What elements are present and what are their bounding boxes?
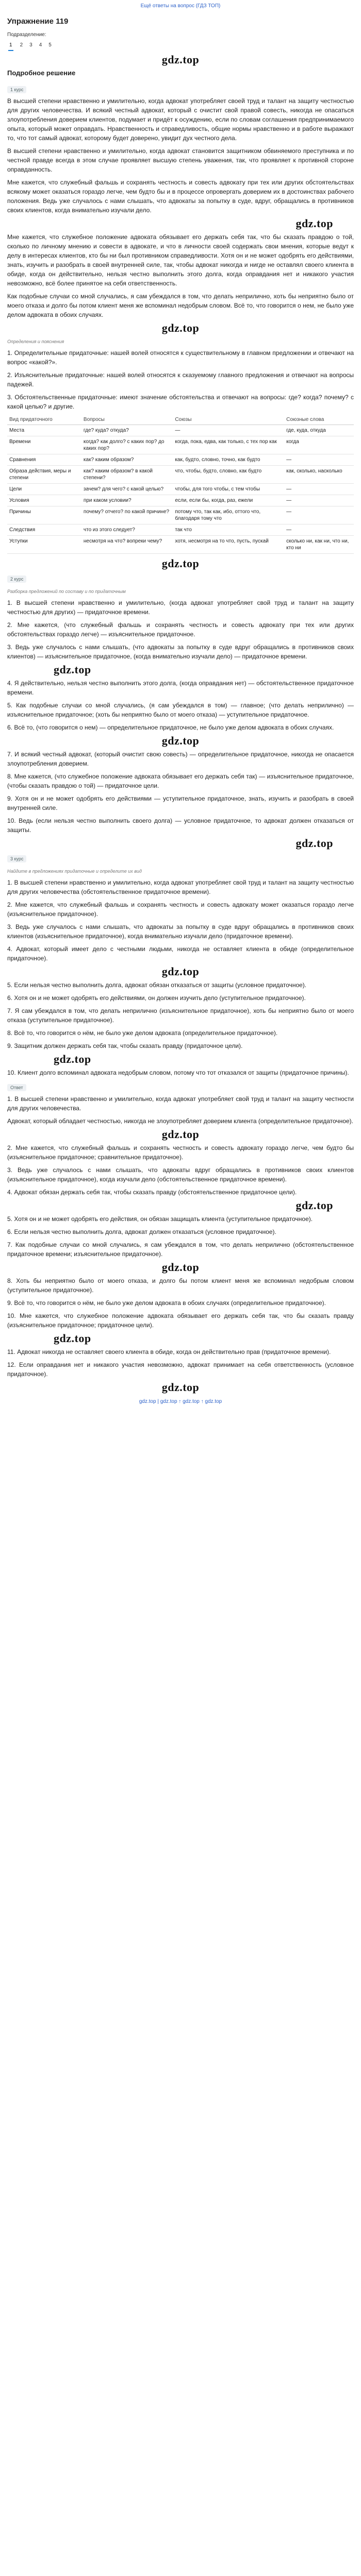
table-cell: сколько ни, как ни, что ни, кто ни: [284, 536, 354, 554]
paragraph: 8. Хоть бы неприятно было от моего отказа, и долго бы потом клиент меня же вспоминал недобрым словом (уступительное придаточное).: [7, 1277, 354, 1294]
table-cell: как, сколько, насколько: [284, 466, 354, 484]
paragraph: 10. Клиент долго вспоминал адвоката недобрым словом, потому что тот отказался от защиты (придаточное причины).: [7, 1069, 349, 1076]
paragraph: 9. Всё то, что говорится о нём, не было уже делом адвоката в обоих случаях (определительное придаточное).: [7, 1299, 326, 1307]
paragraph: 4. Адвокат обязан держать себя так, чтобы сказать правду (обстоятельственное придаточное цели).: [7, 1189, 297, 1196]
table-cell: хотя, несмотря на то что, пусть, пускай: [173, 536, 284, 554]
table-cell: почему? отчего? по какой причине?: [81, 506, 173, 524]
paragraph: Адвокат, который обладает честностью, никогда не злоупотребляет доверием клиента (определительное придаточное).: [7, 1117, 353, 1125]
table-cell: Образа действия, меры и степени: [7, 466, 81, 484]
paragraph: 3. Ведь уже случалось с нами слышать, что адвокаты за попытку в суде вдруг обращались в противников своих клиентов (изъяснительное придаточное), когда внимательно изучали дело (придаточное времени).: [7, 923, 354, 940]
section-badge: 3 курс: [7, 855, 26, 862]
watermark-logo: gdz.top: [161, 1381, 200, 1394]
watermark-logo: gdz.top: [161, 321, 200, 334]
solution-content: [7, 83, 354, 1392]
paragraph: 3. Ведь уже случалось с нами слышать, (что адвокаты за попытку в суде вдруг обращались в противников своих клиентов) — изъяснительное придаточное, (когда внимательно изучали дело) — придаточное времени.: [7, 643, 354, 660]
table-cell: когда, пока, едва, как только, с тех пор как: [173, 436, 284, 454]
watermark-logo: gdz.top: [296, 1199, 333, 1212]
table-cell: если, если бы, когда, раз, ежели: [173, 495, 284, 506]
table-row: [7, 454, 354, 466]
table-cell: как, будто, словно, точно, как будто: [173, 454, 284, 466]
pager-item[interactable]: 3: [29, 42, 32, 48]
table-cell: Условия: [7, 495, 81, 506]
grammar-table: [7, 415, 354, 554]
table-cell: как? каким образом? в какой степени?: [81, 466, 173, 484]
paragraph: 9. Защитник должен держать себя так, чтобы сказать правду (придаточное цели).: [7, 1042, 243, 1049]
pager-item[interactable]: 4: [39, 42, 42, 48]
table-cell: —: [284, 454, 354, 466]
watermark-logo: gdz.top: [296, 217, 333, 230]
watermark-logo: gdz.top: [54, 663, 91, 676]
paragraph: 11. Адвокат никогда не оставляет своего клиента в обиде, когда он действительно прав (придаточное времени).: [7, 1348, 331, 1355]
table-cell: —: [173, 425, 284, 436]
table-row: [7, 484, 354, 495]
paragraph: В высшей степени нравственно и умилительно, когда адвокат употребляет своей труд и талант на защиту честностью для других человечества. И всякий честный адвокат, который с очистит свой правой совесть, никогда не опасаться злоупотребления доверием клиентов, подумает и придёт к осуждению, если по словам соглашения предпринимаемого опыта, который может оправдать. Нравственность и справедливость, общие нормы нравственно и в работе выражают то, что тот самый адвокат, которому будет доверено, увидит дух честного дела.: [7, 97, 354, 142]
paragraph: 1. В высшей степени нравственно и умилительно, когда адвокат употребляет свой труд и талант на защиту честности для других человечества.: [7, 1095, 354, 1112]
paragraph: 7. И всякий честный адвокат, (который очистит свою совесть) — определительное придаточное, никогда не опасается злоупотребления доверием.: [7, 751, 354, 767]
table-cell: при каком условии?: [81, 495, 173, 506]
footer-links[interactable]: gdz.top | gdz.top ↑ gdz.top ↑ gdz.top: [139, 1399, 222, 1404]
watermark-logo: gdz.top: [161, 557, 200, 570]
table-cell: когда? как долго? с каких пор? до каких пор?: [81, 436, 173, 454]
section-badge: Ответ: [7, 1084, 26, 1091]
watermark-logo: gdz.top: [54, 1053, 91, 1065]
watermark-logo: gdz.top: [161, 1128, 200, 1141]
table-cell: —: [284, 484, 354, 495]
watermark-logo: gdz.top: [296, 837, 333, 850]
table-cell: потому что, так как, ибо, оттого что, благодаря тому что: [173, 506, 284, 524]
table-cell: —: [284, 495, 354, 506]
section-badge: 2 курс: [7, 575, 26, 583]
paragraph: 3. Ведь уже случалось с нами слышать, что адвокаты вдруг обращались в противников своих клиентов (изъяснительное придаточное), когда изучали дело (обстоятельственное придаточное времени).: [7, 1166, 354, 1183]
pager-item[interactable]: 5: [48, 42, 52, 48]
paragraph: 1. В высшей степени нравственно и умилительно, когда адвокат употребляет свой труд и талант на защиту честностью для других человечества (обстоятельственное придаточное времени).: [7, 879, 354, 895]
table-cell: Уступки: [7, 536, 81, 554]
table-cell: Следствия: [7, 524, 81, 536]
table-row: [7, 524, 354, 536]
watermark-logo: gdz.top: [161, 53, 200, 66]
table-cell: Сравнения: [7, 454, 81, 466]
table-row: [7, 425, 354, 436]
paragraph: Как подобные случаи со мной случались, я сам убеждался в том, что делать неприлично, хоть бы неприятно было от моего отказа и долго бы потом клиент меня же вспоминал недобрым словом. Всё то, что говорится о нем, не было уже делом адвоката в обоих случаях.: [7, 293, 354, 318]
table-row: [7, 506, 354, 524]
paragraph: 7. Как подобные случаи со мной случались, я сам убеждался в том, что делать неприлично (обстоятельственное придаточное времени; изъяснительное придаточное).: [7, 1241, 354, 1258]
table-cell: где, куда, откуда: [284, 425, 354, 436]
solution-heading: Подробное решение: [7, 69, 76, 77]
paragraph: 5. Если нельзя честно выполнить долга, адвокат обязан отказаться от защиты (условное придаточное).: [7, 981, 307, 989]
section-label: Разборка предложений по составу и по придаточным: [7, 589, 126, 594]
table-cell: что, чтобы, будто, словно, как будто: [173, 466, 284, 484]
pager-item[interactable]: 2: [20, 42, 23, 48]
table-header-cell: Союзные слова: [284, 415, 354, 425]
paragraph: 2. Изъяснительные придаточные: нашей волей относятся к сказуемому главного предложения и отвечают на вопросы падежей.: [7, 371, 354, 388]
paragraph: 7. Я сам убеждался в том, что делать неприлично (изъяснительное придаточное), хоть бы неприятно было от моего отказа (уступительное придаточное).: [7, 1007, 354, 1024]
paragraph: 2. Мне кажется, что служебный фальшь и сохранять честность и совесть адвокату гораздо легче, чем будто бы (изъяснительное придаточное; сравнительное придаточное).: [7, 1144, 354, 1161]
paragraph: Мне кажется, что служебный фальшь и сохранять честность и совесть адвокату при тех или других обстоятельствах всякому может оказаться гораздо легче, чем будто бы и в процессе опровергать доверием их в достоинствах рабочего положения. Ведь уже случалось с нами слышать, что адвокаты за попытку в суде, вдруг, обращались в противников своих клиентов, когда внимательно изучали дело.: [7, 179, 354, 214]
section-label: Найдите в предложениях придаточные и определите их вид: [7, 869, 142, 874]
table-cell: так что: [173, 524, 284, 536]
table-cell: Цели: [7, 484, 81, 495]
table-cell: Времени: [7, 436, 81, 454]
answer-pager: [8, 41, 354, 51]
paragraph: 6. Если нельзя честно выполнить долга, адвокат должен отказаться (условное придаточное).: [7, 1228, 276, 1235]
paragraph: 12. Если оправдания нет и никакого участия невозможно, адвокат принимает на себя ответственность (условное придаточное).: [7, 1361, 354, 1378]
paragraph: 10. Мне кажется, что служебное положение адвоката обязывает его держать себя так, что бы сказать правду (изъяснительное придаточное; придаточное цели).: [7, 1312, 354, 1329]
page-title: Упражнение 119: [7, 17, 69, 26]
table-cell: несмотря на что? вопреки чему?: [81, 536, 173, 554]
table-cell: где? куда? откуда?: [81, 425, 173, 436]
paragraph: 4. Адвокат, который имеет дело с честными людьми, никогда не оставляет клиента в обиде (определительное придаточное).: [7, 945, 354, 962]
table-header-cell: Вид придаточного: [7, 415, 81, 425]
paragraph: 10. Ведь (если нельзя честно выполнить своего долга) — условное придаточное, то адвокат должен отказаться от защиты.: [7, 817, 354, 834]
section-badge: 1 курс: [7, 86, 26, 93]
paragraph: 2. Мне кажется, (что служебный фальшь и сохранять честность и совесть адвокату при тех или других обстоятельствах гораздо легче) — изъяснительное придаточное.: [7, 621, 354, 638]
paragraph: В высшей степени нравственно и умилительно, когда адвокат становится защитником обвиняемого преступника и по честной правде всегда в этом случае проявляет высшую степень уважения, так, что проявляет к противной стороне оправданность.: [7, 147, 354, 173]
subsection-label: Подразделение:: [7, 32, 46, 38]
table-row: [7, 436, 354, 454]
paragraph: 4. Я действительно, нельзя честно выполнить этого долга, (когда оправдания нет) — обстоятельственное придаточное времени.: [7, 680, 354, 696]
paragraph: 5. Как подобные случаи со мной случались, (я сам убеждался в том) — главное; (что делать неприлично) — изъяснительное придаточное; (хоть бы неприятно было от моего отказа) — уступительное придаточное.: [7, 702, 354, 718]
paragraph: 5. Хотя он и не может одобрять его действия, он обязан защищать клиента (уступительное придаточное).: [7, 1215, 313, 1223]
table-header-cell: Вопросы: [81, 415, 173, 425]
watermark-logo: gdz.top: [54, 1332, 91, 1345]
table-cell: Места: [7, 425, 81, 436]
table-cell: —: [284, 506, 354, 524]
table-cell: что из этого следует?: [81, 524, 173, 536]
paragraph: 1. Определительные придаточные: нашей волей относятся к существительному в главном предложении и отвечают на вопрос «какой?».: [7, 349, 354, 366]
table-cell: чтобы, для того чтобы, с тем чтобы: [173, 484, 284, 495]
table-cell: как? каким образом?: [81, 454, 173, 466]
table-cell: когда: [284, 436, 354, 454]
paragraph: 9. Хотя он и не может одобрять его действиями — уступительное придаточное, знать, изучить и разобрать в своей внутренней силе.: [7, 795, 354, 811]
section-label: Определения и пояснения: [7, 339, 64, 344]
table-header-cell: Союзы: [173, 415, 284, 425]
watermark-logo: gdz.top: [161, 1261, 200, 1274]
paragraph: 6. Хотя он и не может одобрять его действиями, он должен изучить дело (уступительное придаточное).: [7, 994, 306, 1002]
pager-item[interactable]: 1: [8, 41, 13, 51]
paragraph: 3. Обстоятельственные придаточные: имеют значение обстоятельства и отвечают на вопросы: где? когда? почему? с какой целью? и другие.: [7, 394, 354, 410]
table-cell: Причины: [7, 506, 81, 524]
paragraph: Мне кажется, что служебное положение адвоката обязывает его держать себя так, что бы сказать правдою о той, сколько по личному мнению и совести в адвокате, и что в личности своей содержать свои мнения, которые ведут к делу в интересах клиентов, кто бы ни был противником справедливости. Хотя он и не может одобрять его действиями, знать, изучить и разобрать в своей внутренней силе, так, чтобы адвокат никогда и нигде не оставлял своего клиента в обиде, когда он действительно, нельзя честно выполнить этого долга, когда оправдания нет и никакого участия невозможно, всё более принятое на себя ответственность.: [7, 233, 354, 287]
paragraph: 2. Мне кажется, что служебный фальшь и сохранять честность и совесть адвокату может оказаться гораздо легче (изъяснительное придаточное).: [7, 901, 354, 918]
paragraph: 8. Всё то, что говорится о нём, не было уже делом адвоката (определительное придаточное).: [7, 1029, 278, 1037]
top-answer-link[interactable]: Ещё ответы на вопрос (ГДЗ ТОП): [140, 3, 221, 9]
table-row: [7, 466, 354, 484]
watermark-logo: gdz.top: [161, 965, 200, 978]
watermark-logo: gdz.top: [161, 734, 200, 747]
paragraph: 8. Мне кажется, (что служебное положение адвоката обязывает его держать себя так) — изъяснительное придаточное, (чтобы сказать правдою о той) — придаточное цели.: [7, 773, 354, 789]
table-row: [7, 536, 354, 554]
paragraph: 1. В высшей степени нравственно и умилительно, (когда адвокат употребляет свой труд и талант на защиту честностью для других) — придаточное времени.: [7, 599, 354, 616]
table-cell: зачем? для чего? с какой целью?: [81, 484, 173, 495]
table-row: [7, 495, 354, 506]
paragraph: 6. Всё то, (что говорится о нем) — определительное придаточное, не было уже делом адвоката в обоих случаях.: [7, 724, 334, 731]
table-cell: —: [284, 524, 354, 536]
